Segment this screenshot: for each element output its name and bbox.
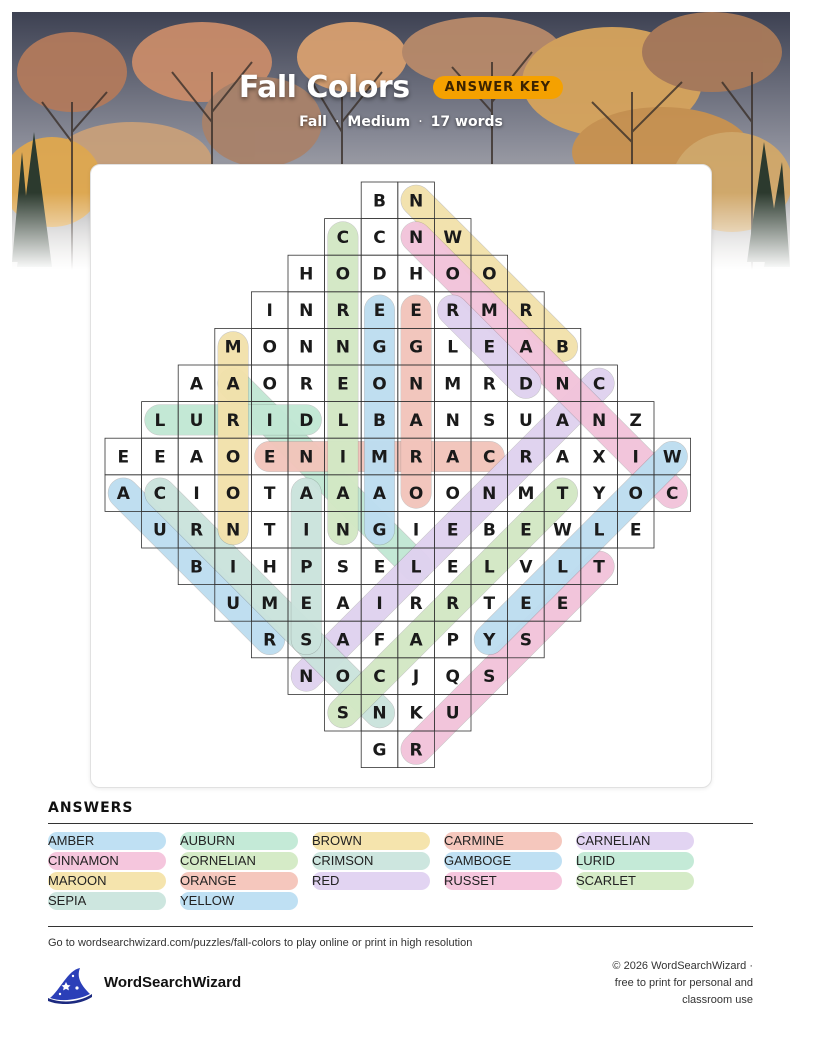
answers-divider [48, 823, 753, 824]
grid-letter: I [229, 557, 237, 578]
title-row [12, 70, 790, 105]
grid-letter: B [373, 410, 386, 431]
grid-letter: R [189, 520, 204, 541]
grid-letter: S [300, 630, 313, 651]
grid-letter: L [337, 410, 349, 431]
grid-letter: G [372, 740, 387, 761]
grid-letter: N [299, 337, 314, 358]
grid-letter: V [519, 557, 533, 578]
grid-letter: A [336, 593, 350, 614]
answer-item-amber: AMBER [48, 832, 166, 850]
grid-letter: S [483, 667, 496, 688]
answer-item-carmine: CARMINE [444, 832, 562, 850]
answer-item-gamboge: GAMBOGE [444, 852, 562, 870]
grid-letter: N [335, 520, 351, 541]
copyright-line: classroom use [682, 994, 753, 1006]
puzzle-meta: Fall · Medium · 17 words [299, 114, 503, 130]
grid-letter: A [116, 484, 130, 505]
puzzle-title: Fall Colors [238, 70, 410, 105]
answers-heading: ANSWERS [48, 800, 134, 816]
grid-letter: B [190, 557, 203, 578]
grid-letter: C [373, 227, 386, 248]
grid-letter: N [372, 703, 387, 724]
grid-letter: E [446, 520, 459, 541]
grid-letter: I [266, 410, 273, 431]
grid-letter: A [555, 410, 570, 431]
grid-letter: E [117, 447, 130, 468]
grid-letter: R [482, 374, 496, 395]
grid-letter: A [226, 374, 240, 395]
grid-letter: R [519, 447, 533, 468]
answer-item-lurid: LURID [576, 852, 694, 870]
grid-letter: U [152, 520, 167, 541]
copyright-line: free to print for personal and [614, 977, 753, 989]
grid-letter: O [445, 484, 460, 505]
grid-letter: N [299, 301, 314, 322]
grid-letter: E [556, 593, 569, 614]
copyright-text [553, 958, 753, 1009]
answer-item-scarlet: SCARLET [576, 872, 694, 890]
grid-letter: E [300, 593, 313, 614]
grid-letter: C [666, 484, 679, 505]
grid-letter: M [261, 593, 279, 614]
meta-difficulty: Medium [347, 114, 411, 130]
grid-letter: O [335, 667, 351, 688]
grid-letter: N [482, 484, 497, 505]
grid-letter: W [662, 447, 682, 468]
grid-letter: L [557, 557, 568, 578]
grid-letter: B [556, 337, 569, 358]
grid-letter: O [372, 374, 387, 395]
grid-letter: O [445, 264, 460, 285]
answer-item-sepia: SEPIA [48, 892, 166, 910]
answer-item-auburn: AUBURN [180, 832, 298, 850]
grid-letter: N [299, 667, 314, 688]
grid-letter: F [373, 630, 386, 651]
grid-letter: U [189, 410, 204, 431]
brand-name: WordSearchWizard [104, 974, 242, 991]
copyright-line: © 2026 WordSearchWizard · [612, 960, 753, 972]
grid-letter: N [299, 447, 314, 468]
answer-item-cinnamon: CINNAMON [48, 852, 166, 870]
grid-letter: K [409, 703, 423, 724]
grid-letter: O [408, 484, 424, 505]
grid-letter: D [518, 374, 533, 395]
grid-letter: M [371, 447, 388, 468]
grid-letter: C [483, 447, 496, 468]
grid-letter: E [446, 557, 459, 578]
grid-letter: H [408, 264, 424, 285]
grid-letter: S [519, 630, 533, 651]
grid-letter: E [337, 374, 349, 395]
grid-letter: R [446, 593, 460, 614]
grid-letter: M [224, 337, 242, 358]
grid-letter: N [555, 374, 570, 395]
grid-letter: Y [483, 630, 496, 651]
grid-letter: T [263, 484, 276, 505]
grid-letter: O [225, 447, 241, 468]
grid-letter: H [299, 264, 314, 285]
answer-item-maroon: MAROON [48, 872, 166, 890]
grid-letter: Q [445, 667, 460, 688]
grid-letter: A [446, 447, 460, 468]
grid-letter: E [520, 520, 532, 541]
grid-letter: O [482, 264, 497, 285]
word-search-grid [91, 165, 711, 787]
grid-letter: D [372, 264, 387, 285]
footer-url-text: Go to wordsearchwizard.com/puzzles/fall-colors to play online or print in high resolution [48, 937, 473, 949]
grid-letter: H [262, 557, 277, 578]
grid-letter: A [336, 630, 350, 651]
grid-letter: W [553, 520, 572, 541]
answer-key-badge: ANSWER KEY [433, 76, 563, 99]
grid-letter: O [262, 374, 277, 395]
grid-letter: N [335, 337, 351, 358]
grid-letter: R [409, 447, 423, 468]
grid-letter: T [263, 520, 276, 541]
grid-letter: I [376, 593, 383, 614]
grid-letter: O [628, 484, 643, 505]
grid-letter: M [444, 374, 462, 395]
grid-letter: E [520, 593, 532, 614]
grid-letter: R [299, 374, 313, 395]
grid-letter: E [154, 447, 166, 468]
answer-item-brown: BROWN [312, 832, 430, 850]
grid-letter: N [445, 410, 460, 431]
grid-letter: Z [629, 410, 642, 431]
grid-letter: T [483, 593, 496, 614]
grid-letter: E [483, 337, 496, 358]
grid-letter: N [225, 520, 241, 541]
grid-letter: I [412, 520, 420, 541]
grid-letter: R [336, 301, 350, 322]
grid-letter: A [409, 410, 423, 431]
grid-letter: A [299, 484, 313, 505]
grid-letter: C [592, 374, 606, 395]
answer-item-cornelian: CORNELIAN [180, 852, 298, 870]
answer-item-carnelian: CARNELIAN [576, 832, 694, 850]
grid-letter: R [519, 301, 533, 322]
grid-letter: C [153, 484, 167, 505]
grid-letter: G [372, 337, 387, 358]
grid-letter: E [410, 301, 422, 322]
grid-letter: E [263, 447, 276, 468]
grid-letter: N [408, 227, 424, 248]
grid-letter: A [336, 484, 350, 505]
grid-letter: R [226, 410, 240, 431]
grid-letter: S [336, 703, 350, 724]
grid-letter: L [483, 557, 495, 578]
grid-letter: S [483, 410, 496, 431]
grid-letter: I [339, 447, 347, 468]
grid-letter: G [372, 520, 387, 541]
grid-letter: I [193, 484, 200, 505]
grid-letter: B [373, 191, 386, 212]
grid-letter: O [225, 484, 241, 505]
grid-letter: T [593, 557, 605, 578]
grid-letter: A [519, 337, 533, 358]
grid-letter: L [154, 410, 166, 431]
grid-letter: E [629, 520, 642, 541]
grid-letter: A [555, 447, 570, 468]
grid-letter: L [593, 520, 605, 541]
grid-letter: O [335, 264, 351, 285]
grid-letter: O [262, 337, 277, 358]
grid-letter: U [445, 703, 460, 724]
grid-letter: U [518, 410, 533, 431]
answer-item-yellow: YELLOW [180, 892, 298, 910]
answer-item-red: RED [312, 872, 430, 890]
puzzle-card [90, 164, 712, 788]
grid-letter: E [373, 557, 386, 578]
meta-word-count: 17 words [430, 114, 503, 130]
grid-letter: R [409, 740, 423, 761]
grid-letter: I [303, 520, 310, 541]
grid-letter: N [408, 374, 424, 395]
grid-letter: A [372, 484, 387, 505]
answer-item-orange: ORANGE [180, 872, 298, 890]
grid-letter: B [482, 520, 496, 541]
grid-letter: C [373, 667, 386, 688]
grid-letter: T [556, 484, 569, 505]
grid-letter: Y [592, 484, 606, 505]
answer-item-crimson: CRIMSON [312, 852, 430, 870]
grid-letter: R [263, 630, 277, 651]
grid-letter: U [226, 593, 241, 614]
grid-letter: M [480, 301, 498, 322]
grid-letter: I [266, 301, 273, 322]
grid-letter: D [299, 410, 314, 431]
grid-letter: I [632, 447, 639, 468]
footer-divider [48, 926, 753, 927]
grid-letter: L [447, 337, 459, 358]
grid-letter: A [189, 447, 204, 468]
grid-letter: C [336, 227, 350, 248]
grid-letter: A [189, 374, 204, 395]
grid-letter: N [408, 191, 424, 212]
wizard-hat-icon [46, 964, 94, 1004]
meta-theme: Fall [299, 114, 327, 130]
answer-item-russet: RUSSET [444, 872, 562, 890]
grid-letter: A [409, 630, 423, 651]
grid-letter: W [443, 227, 463, 248]
grid-letter: P [446, 630, 459, 651]
grid-letter: L [410, 557, 422, 578]
grid-letter: G [409, 337, 424, 358]
grid-letter: S [336, 557, 350, 578]
grid-letter: R [409, 593, 423, 614]
grid-letter: N [591, 410, 607, 431]
grid-letter: E [373, 301, 386, 322]
grid-letter: J [412, 667, 420, 688]
grid-letter: R [446, 301, 460, 322]
grid-letter: X [592, 447, 606, 468]
grid-letter: P [300, 557, 313, 578]
grid-letter: M [517, 484, 535, 505]
